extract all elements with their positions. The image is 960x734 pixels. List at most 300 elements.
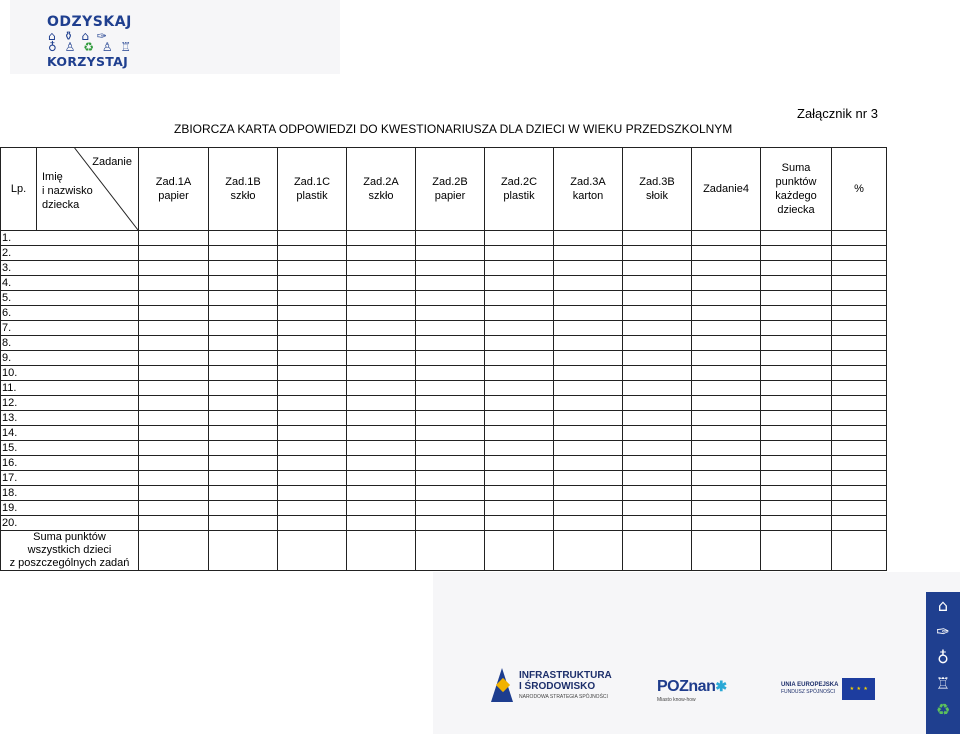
answer-cell[interactable] bbox=[832, 396, 887, 411]
answer-cell[interactable] bbox=[554, 276, 623, 291]
answer-cell[interactable] bbox=[347, 501, 416, 516]
footer-logos bbox=[433, 572, 960, 734]
answer-cell[interactable] bbox=[761, 321, 832, 336]
answer-cell[interactable] bbox=[139, 411, 209, 426]
answer-cell[interactable] bbox=[139, 306, 209, 321]
answer-cell[interactable] bbox=[209, 246, 278, 261]
answer-cell[interactable] bbox=[278, 276, 347, 291]
answer-cell[interactable] bbox=[623, 396, 692, 411]
answer-cell[interactable] bbox=[347, 336, 416, 351]
answer-cell[interactable] bbox=[554, 456, 623, 471]
answer-cell[interactable] bbox=[692, 306, 761, 321]
sum-cell[interactable] bbox=[761, 531, 832, 571]
sum-cell[interactable] bbox=[692, 531, 761, 571]
row-number: 1. bbox=[1, 231, 139, 246]
answer-cell[interactable] bbox=[347, 516, 416, 531]
header-imie-line: Imię bbox=[42, 171, 63, 183]
answer-cell[interactable] bbox=[485, 306, 554, 321]
answer-cell[interactable] bbox=[832, 426, 887, 441]
answer-cell[interactable] bbox=[209, 501, 278, 516]
answer-cell[interactable] bbox=[209, 306, 278, 321]
answer-cell[interactable] bbox=[278, 381, 347, 396]
answer-cell[interactable] bbox=[278, 516, 347, 531]
answer-cell[interactable] bbox=[692, 276, 761, 291]
answer-cell[interactable] bbox=[623, 381, 692, 396]
answer-cell[interactable] bbox=[692, 231, 761, 246]
answer-cell[interactable] bbox=[416, 411, 485, 426]
row-number: 17. bbox=[1, 471, 139, 486]
answer-cell[interactable] bbox=[692, 471, 761, 486]
answer-cell[interactable] bbox=[139, 336, 209, 351]
answer-cell[interactable] bbox=[278, 321, 347, 336]
answer-cell[interactable] bbox=[832, 471, 887, 486]
answer-cell[interactable] bbox=[692, 381, 761, 396]
answer-cell[interactable] bbox=[209, 396, 278, 411]
answer-cell[interactable] bbox=[278, 411, 347, 426]
answer-cell[interactable] bbox=[485, 426, 554, 441]
answer-cell[interactable] bbox=[761, 486, 832, 501]
answer-cell[interactable] bbox=[209, 351, 278, 366]
table-row bbox=[1, 306, 887, 321]
answer-cell[interactable] bbox=[209, 261, 278, 276]
answer-cell[interactable] bbox=[416, 366, 485, 381]
answer-cell[interactable] bbox=[832, 291, 887, 306]
sum-cell[interactable] bbox=[278, 531, 347, 571]
table-row bbox=[1, 396, 887, 411]
header-line: papier bbox=[158, 190, 189, 202]
sum-cell[interactable] bbox=[209, 531, 278, 571]
answer-cell[interactable] bbox=[623, 231, 692, 246]
infrastruktura-mark-icon bbox=[491, 668, 513, 702]
answer-cell[interactable] bbox=[554, 441, 623, 456]
answer-cell[interactable] bbox=[347, 351, 416, 366]
answer-cell[interactable] bbox=[554, 321, 623, 336]
answer-cell[interactable] bbox=[761, 411, 832, 426]
answer-cell[interactable] bbox=[554, 246, 623, 261]
answer-cell[interactable] bbox=[209, 516, 278, 531]
answer-cell[interactable] bbox=[278, 396, 347, 411]
answer-cell[interactable] bbox=[485, 501, 554, 516]
answer-cell[interactable] bbox=[209, 366, 278, 381]
answer-cell[interactable] bbox=[416, 381, 485, 396]
table-row bbox=[1, 426, 887, 441]
answer-cell[interactable] bbox=[139, 381, 209, 396]
answer-cell[interactable] bbox=[416, 396, 485, 411]
answer-cell[interactable] bbox=[485, 276, 554, 291]
answer-cell[interactable] bbox=[139, 366, 209, 381]
answer-cell[interactable] bbox=[416, 336, 485, 351]
header-line: Zad.2B bbox=[432, 176, 468, 188]
answer-cell[interactable] bbox=[139, 261, 209, 276]
recycle-icon: ♻ bbox=[935, 700, 951, 719]
answer-cell[interactable] bbox=[623, 306, 692, 321]
answer-cell[interactable] bbox=[692, 261, 761, 276]
header-zad1c bbox=[278, 148, 347, 231]
answer-cell[interactable] bbox=[692, 486, 761, 501]
answer-cell[interactable] bbox=[485, 231, 554, 246]
star-icon: ✱ bbox=[715, 678, 727, 694]
answer-cell[interactable] bbox=[209, 291, 278, 306]
answer-cell[interactable] bbox=[554, 396, 623, 411]
answer-cell[interactable] bbox=[347, 381, 416, 396]
answer-cell[interactable] bbox=[139, 231, 209, 246]
header-line: punktów bbox=[775, 176, 817, 188]
sum-cell[interactable] bbox=[554, 531, 623, 571]
answer-cell[interactable] bbox=[347, 471, 416, 486]
answer-cell[interactable] bbox=[347, 486, 416, 501]
answer-cell[interactable] bbox=[623, 336, 692, 351]
answer-cell[interactable] bbox=[139, 471, 209, 486]
answer-cell[interactable] bbox=[347, 441, 416, 456]
sum-label-line: z poszczególnych zadań bbox=[9, 557, 130, 569]
infra-line1: INFRASTRUKTURA bbox=[519, 670, 612, 681]
answer-cell[interactable] bbox=[485, 441, 554, 456]
answer-cell[interactable] bbox=[692, 396, 761, 411]
answer-cell[interactable] bbox=[139, 291, 209, 306]
answer-cell[interactable] bbox=[209, 336, 278, 351]
answer-cell[interactable] bbox=[278, 336, 347, 351]
answer-cell[interactable] bbox=[832, 231, 887, 246]
answer-cell[interactable] bbox=[761, 336, 832, 351]
answer-cell[interactable] bbox=[139, 396, 209, 411]
answer-cell[interactable] bbox=[832, 306, 887, 321]
answer-cell[interactable] bbox=[832, 381, 887, 396]
answer-cell[interactable] bbox=[209, 231, 278, 246]
answer-cell[interactable] bbox=[139, 486, 209, 501]
answer-cell[interactable] bbox=[347, 426, 416, 441]
answer-cell[interactable] bbox=[623, 351, 692, 366]
answer-cell[interactable] bbox=[761, 441, 832, 456]
answer-cell[interactable] bbox=[278, 486, 347, 501]
table-row bbox=[1, 246, 887, 261]
logo-icons-row2 bbox=[48, 40, 133, 54]
answer-cell[interactable] bbox=[554, 486, 623, 501]
answer-cell[interactable] bbox=[623, 246, 692, 261]
header-line: każdego bbox=[775, 190, 817, 202]
table-row bbox=[1, 516, 887, 531]
row-number: 14. bbox=[1, 426, 139, 441]
answer-cell[interactable] bbox=[347, 276, 416, 291]
header-zad2b bbox=[416, 148, 485, 231]
header-line: Zad.1C bbox=[293, 176, 331, 188]
header-line: słoik bbox=[645, 190, 668, 202]
answer-cell[interactable] bbox=[623, 501, 692, 516]
sum-cell[interactable] bbox=[139, 531, 209, 571]
answer-cell[interactable] bbox=[554, 231, 623, 246]
answer-cell[interactable] bbox=[761, 351, 832, 366]
answer-cell[interactable] bbox=[139, 516, 209, 531]
header-zad3a bbox=[554, 148, 623, 231]
answer-cell[interactable] bbox=[416, 261, 485, 276]
answer-cell[interactable] bbox=[347, 456, 416, 471]
answer-cell[interactable] bbox=[623, 411, 692, 426]
answer-cell[interactable] bbox=[416, 516, 485, 531]
answer-cell[interactable] bbox=[209, 426, 278, 441]
answer-cell[interactable] bbox=[761, 501, 832, 516]
answer-cell[interactable] bbox=[832, 411, 887, 426]
answer-cell[interactable] bbox=[485, 411, 554, 426]
table-row bbox=[1, 276, 887, 291]
answer-cell[interactable] bbox=[278, 246, 347, 261]
header-line: % bbox=[854, 183, 864, 195]
answer-cell[interactable] bbox=[485, 381, 554, 396]
answer-cell[interactable] bbox=[416, 426, 485, 441]
answer-cell[interactable] bbox=[139, 426, 209, 441]
answer-cell[interactable] bbox=[416, 441, 485, 456]
answer-cell[interactable] bbox=[832, 246, 887, 261]
header-zadanie4 bbox=[692, 148, 761, 231]
answer-cell[interactable] bbox=[554, 366, 623, 381]
answer-cell[interactable] bbox=[278, 501, 347, 516]
answer-cell[interactable] bbox=[623, 456, 692, 471]
answer-cell[interactable] bbox=[416, 321, 485, 336]
answer-cell[interactable] bbox=[692, 366, 761, 381]
answer-cell[interactable] bbox=[554, 306, 623, 321]
answer-cell[interactable] bbox=[485, 336, 554, 351]
answer-cell[interactable] bbox=[209, 381, 278, 396]
answer-cell[interactable] bbox=[692, 351, 761, 366]
answer-cell[interactable] bbox=[554, 351, 623, 366]
answer-cell[interactable] bbox=[554, 426, 623, 441]
answer-cell[interactable] bbox=[832, 276, 887, 291]
answer-cell[interactable] bbox=[278, 231, 347, 246]
sum-row bbox=[1, 531, 887, 571]
answer-cell[interactable] bbox=[209, 411, 278, 426]
answer-cell[interactable] bbox=[209, 471, 278, 486]
header-lp: Lp. bbox=[1, 148, 37, 231]
answer-cell[interactable] bbox=[139, 456, 209, 471]
infra-line2: I ŚRODOWISKO bbox=[519, 681, 596, 692]
table-body bbox=[1, 231, 887, 571]
answer-cell[interactable] bbox=[209, 276, 278, 291]
table-row bbox=[1, 441, 887, 456]
answer-cell[interactable] bbox=[278, 366, 347, 381]
answer-cell[interactable] bbox=[554, 336, 623, 351]
answer-cell[interactable] bbox=[761, 516, 832, 531]
table-row bbox=[1, 321, 887, 336]
answer-cell[interactable] bbox=[485, 396, 554, 411]
answer-cell[interactable] bbox=[623, 426, 692, 441]
answer-cell[interactable] bbox=[623, 291, 692, 306]
answer-cell[interactable] bbox=[278, 471, 347, 486]
answer-cell[interactable] bbox=[347, 306, 416, 321]
answer-cell[interactable] bbox=[139, 321, 209, 336]
table-row bbox=[1, 486, 887, 501]
infra-line3: NARODOWA STRATEGIA SPÓJNOŚCI bbox=[519, 694, 608, 700]
answer-cell[interactable] bbox=[623, 516, 692, 531]
answer-cell[interactable] bbox=[832, 456, 887, 471]
answer-cell[interactable] bbox=[832, 516, 887, 531]
answer-cell[interactable] bbox=[485, 486, 554, 501]
sum-label-line: Suma punktów bbox=[33, 531, 106, 543]
answer-cell[interactable] bbox=[139, 441, 209, 456]
answer-cell[interactable] bbox=[278, 351, 347, 366]
answer-cell[interactable] bbox=[416, 306, 485, 321]
answer-cell[interactable] bbox=[485, 516, 554, 531]
answer-cell[interactable] bbox=[692, 411, 761, 426]
answer-cell[interactable] bbox=[692, 246, 761, 261]
table-row bbox=[1, 381, 887, 396]
answer-cell[interactable] bbox=[623, 261, 692, 276]
answer-cell[interactable] bbox=[761, 231, 832, 246]
answer-cell[interactable] bbox=[692, 441, 761, 456]
answer-cell[interactable] bbox=[832, 366, 887, 381]
header-line: Zad.2C bbox=[500, 176, 538, 188]
answer-cell[interactable] bbox=[278, 261, 347, 276]
answer-cell[interactable] bbox=[347, 231, 416, 246]
answer-cell[interactable] bbox=[485, 456, 554, 471]
bottle-icon: ♁ bbox=[48, 40, 59, 54]
row-number: 11. bbox=[1, 381, 139, 396]
answer-cell[interactable] bbox=[554, 411, 623, 426]
answer-cell[interactable] bbox=[761, 366, 832, 381]
row-number: 8. bbox=[1, 336, 139, 351]
answer-cell[interactable] bbox=[485, 471, 554, 486]
answer-cell[interactable] bbox=[347, 321, 416, 336]
answer-cell[interactable] bbox=[416, 486, 485, 501]
answer-cell[interactable] bbox=[347, 246, 416, 261]
answer-cell[interactable] bbox=[347, 396, 416, 411]
answer-cell[interactable] bbox=[278, 456, 347, 471]
answer-cell[interactable] bbox=[139, 501, 209, 516]
ue-line1: UNIA EUROPEJSKA bbox=[781, 682, 839, 688]
answer-cell[interactable] bbox=[139, 351, 209, 366]
answer-cell[interactable] bbox=[485, 351, 554, 366]
answer-cell[interactable] bbox=[416, 351, 485, 366]
answer-cell[interactable] bbox=[485, 246, 554, 261]
answer-cell[interactable] bbox=[209, 456, 278, 471]
header-line: Zad.3A bbox=[570, 176, 606, 188]
answer-cell[interactable] bbox=[209, 321, 278, 336]
answer-cell[interactable] bbox=[832, 486, 887, 501]
table-row bbox=[1, 231, 887, 246]
answer-cell[interactable] bbox=[278, 426, 347, 441]
answer-cell[interactable] bbox=[554, 291, 623, 306]
answer-cell[interactable] bbox=[623, 471, 692, 486]
answer-cell[interactable] bbox=[692, 501, 761, 516]
answer-cell[interactable] bbox=[761, 456, 832, 471]
answer-cell[interactable] bbox=[623, 366, 692, 381]
row-number: 10. bbox=[1, 366, 139, 381]
sum-cell[interactable] bbox=[347, 531, 416, 571]
answer-cell[interactable] bbox=[554, 471, 623, 486]
answer-cell[interactable] bbox=[761, 306, 832, 321]
answer-cell[interactable] bbox=[416, 276, 485, 291]
answer-cell[interactable] bbox=[347, 291, 416, 306]
answer-cell[interactable] bbox=[416, 231, 485, 246]
answer-cell[interactable] bbox=[347, 411, 416, 426]
answer-cell[interactable] bbox=[278, 441, 347, 456]
answer-cell[interactable] bbox=[485, 261, 554, 276]
answer-cell[interactable] bbox=[761, 246, 832, 261]
sum-cell[interactable] bbox=[832, 531, 887, 571]
recycle-icon: ♻ bbox=[83, 40, 96, 54]
answer-cell[interactable] bbox=[416, 291, 485, 306]
table-row bbox=[1, 471, 887, 486]
answer-cell[interactable] bbox=[347, 366, 416, 381]
answer-cell[interactable] bbox=[554, 261, 623, 276]
answer-cell[interactable] bbox=[761, 471, 832, 486]
answer-cell[interactable] bbox=[692, 516, 761, 531]
answer-cell[interactable] bbox=[485, 366, 554, 381]
answer-cell[interactable] bbox=[832, 336, 887, 351]
answer-cell[interactable] bbox=[347, 261, 416, 276]
answer-cell[interactable] bbox=[832, 321, 887, 336]
answer-cell[interactable] bbox=[692, 321, 761, 336]
header-line: plastik bbox=[296, 190, 328, 202]
row-number: 9. bbox=[1, 351, 139, 366]
table-row bbox=[1, 336, 887, 351]
header-line: papier bbox=[434, 190, 466, 202]
header-line: dziecka bbox=[777, 204, 815, 216]
answer-cell[interactable] bbox=[278, 291, 347, 306]
answer-cell[interactable] bbox=[623, 486, 692, 501]
answer-cell[interactable] bbox=[692, 336, 761, 351]
answer-cell[interactable] bbox=[209, 486, 278, 501]
answer-cell[interactable] bbox=[692, 291, 761, 306]
answer-cell[interactable] bbox=[554, 516, 623, 531]
answer-cell[interactable] bbox=[623, 276, 692, 291]
sum-cell[interactable] bbox=[485, 531, 554, 571]
answer-sheet-table bbox=[0, 147, 887, 571]
table-row bbox=[1, 411, 887, 426]
pot-icon: ♖ bbox=[120, 40, 134, 54]
header-line: Zad.1A bbox=[155, 176, 192, 188]
answer-cell[interactable] bbox=[416, 501, 485, 516]
row-number: 4. bbox=[1, 276, 139, 291]
document-title: ZBIORCZA KARTA ODPOWIEDZI DO KWESTIONARIUSZA DLA DZIECI W WIEKU PRZEDSZKOLNYM bbox=[174, 122, 733, 136]
answer-cell[interactable] bbox=[692, 456, 761, 471]
answer-cell[interactable] bbox=[416, 456, 485, 471]
header-line: Zadanie4 bbox=[703, 183, 749, 195]
sum-cell[interactable] bbox=[416, 531, 485, 571]
answer-cell[interactable] bbox=[485, 291, 554, 306]
house-icon: ⌂ bbox=[81, 29, 91, 43]
row-number: 2. bbox=[1, 246, 139, 261]
answer-cell[interactable] bbox=[416, 246, 485, 261]
answer-cell[interactable] bbox=[278, 306, 347, 321]
house-icon: ⌂ bbox=[937, 596, 949, 615]
answer-cell[interactable] bbox=[761, 291, 832, 306]
answer-cell[interactable] bbox=[761, 261, 832, 276]
answer-cell[interactable] bbox=[554, 381, 623, 396]
header-line: szkło bbox=[230, 190, 256, 202]
sum-cell[interactable] bbox=[623, 531, 692, 571]
answer-cell[interactable] bbox=[761, 276, 832, 291]
answer-cell[interactable] bbox=[623, 441, 692, 456]
answer-cell[interactable] bbox=[832, 261, 887, 276]
header-zad2a bbox=[347, 148, 416, 231]
answer-cell[interactable] bbox=[761, 381, 832, 396]
answer-cell[interactable] bbox=[554, 501, 623, 516]
row-number: 6. bbox=[1, 306, 139, 321]
row-number: 7. bbox=[1, 321, 139, 336]
answer-cell[interactable] bbox=[832, 351, 887, 366]
answer-cell[interactable] bbox=[623, 321, 692, 336]
answer-cell[interactable] bbox=[485, 321, 554, 336]
answer-cell[interactable] bbox=[139, 276, 209, 291]
eu-flag-icon: ★ ★ ★ bbox=[842, 678, 875, 700]
answer-cell[interactable] bbox=[761, 426, 832, 441]
answer-cell[interactable] bbox=[139, 246, 209, 261]
logo-line1: ODZYSKAJ bbox=[47, 14, 132, 30]
answer-cell[interactable] bbox=[761, 396, 832, 411]
answer-cell[interactable] bbox=[209, 441, 278, 456]
answer-cell[interactable] bbox=[832, 441, 887, 456]
answer-cell[interactable] bbox=[832, 501, 887, 516]
answer-cell[interactable] bbox=[692, 426, 761, 441]
answer-cell[interactable] bbox=[416, 471, 485, 486]
